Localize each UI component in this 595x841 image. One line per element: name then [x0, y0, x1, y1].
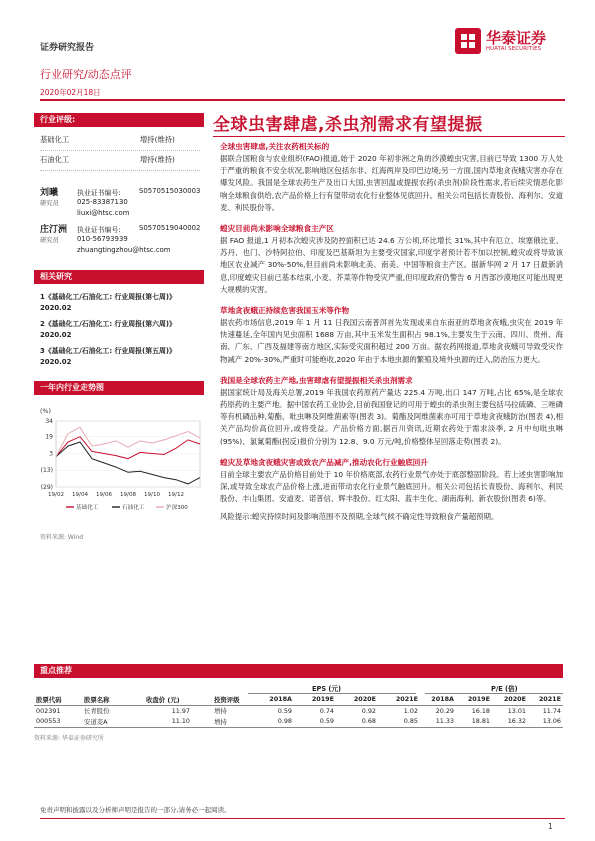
x-tick-label: 19/04 — [71, 492, 89, 498]
table-header-row — [34, 694, 563, 705]
analyst-role: 研究员 — [40, 237, 59, 244]
chart-source: 资料来源: Wind — [40, 534, 84, 541]
analyst-cert-label: 执业证书编号: — [77, 226, 121, 234]
analyst-name: 刘曦 — [40, 188, 59, 198]
related-item[interactable] — [40, 319, 210, 346]
x-tick-label: 19/06 — [95, 492, 113, 498]
pe-header: P/E (倍) — [491, 685, 518, 693]
title-divider — [213, 136, 565, 137]
x-tick-label: 19/12 — [167, 492, 185, 498]
related-item[interactable] — [40, 292, 210, 319]
stock-table — [34, 694, 563, 728]
invest-rating: 增持 — [214, 707, 227, 716]
close-price: 11.97 — [171, 706, 190, 715]
table-row — [34, 705, 563, 716]
table-header-cell: 股票名称 — [84, 695, 110, 704]
analyst-name: 庄汀洲 — [40, 225, 68, 235]
rating-value: 增持(维持) — [140, 135, 175, 144]
rating-value: 增持(维持) — [140, 155, 175, 164]
section-paragraph: 目前全球主要农产品价格目前处于 10 年价格底部,农药行业景气亦处于底部整固阶段。若上述虫害影响加深,或导致全球农产品价格上涨,进而带动农化行业景气触底回升。相关公司包括长青股份、海利尔、利民股份、丰山集团、安道麦、诺普信、辉丰股份、红太阳、蓝丰生化、湖南海利、新农股份(图表 6)等。 — [220, 469, 563, 504]
plot-frame — [56, 421, 200, 487]
table-row — [34, 716, 563, 727]
related-list — [40, 292, 210, 373]
y-tick-label: 19 — [45, 433, 53, 441]
related-heading: 相关研究 — [34, 270, 204, 284]
analyst-cert-label: 执业证书编号: — [77, 189, 121, 197]
analyst-cert: S0570519040002 — [139, 224, 201, 232]
table-header-cell: 2019E — [467, 695, 490, 704]
legend-label: 石油化工 — [122, 505, 145, 511]
eps-value: 0.59 — [277, 706, 292, 715]
series-line — [56, 442, 200, 484]
eps-value: 0.92 — [361, 706, 376, 715]
related-item[interactable] — [40, 346, 210, 373]
y-tick-label: 3 — [49, 450, 53, 458]
table-header-cell: 2018A — [269, 695, 292, 704]
table-header-cell: 2019E — [311, 695, 334, 704]
body-section — [220, 141, 563, 214]
related-item-date: 2020.02 — [40, 358, 72, 366]
related-item-title: 2《基础化工/石油化工: 行业周报(第六周)》 — [40, 320, 176, 328]
legend-label: 基础化工 — [76, 505, 99, 511]
pe-value: 11.33 — [435, 717, 454, 726]
section-paragraph: 据 FAO 报道,1 月初本次蝗灾涉及防控面积已达 24.6 万公顷,环比增长 31%,其中有厄立、埃塞俄比亚、苏丹、也门、沙特阿拉伯、印度及巴基斯坦为主要受灾国家,印度学者预计若不加以控制,蝗灾或将导致该地区农业减产 30%-50%,但目前尚未影响北美、南美、中国等粮食主产区。据新华网 2 月 17 日最新消息,印度蝗灾目前已基本结束,小麦、芥菜等作物受灾严重,但印度政府仍警告 6 月西部沙漠地区可能出现更大规模的灾害。 — [220, 236, 563, 294]
rating-sector: 基础化工 — [40, 135, 70, 144]
series-line — [56, 427, 200, 456]
pe-value: 16.32 — [507, 717, 526, 726]
y-tick-label: 34 — [45, 418, 53, 425]
y-tick-label: (29) — [40, 484, 53, 491]
table-header-cell: 2021E — [395, 695, 418, 704]
recommend-table — [34, 683, 563, 742]
brand-logo — [455, 22, 565, 62]
eps-value: 1.02 — [403, 706, 418, 715]
stock-code: 002391 — [36, 706, 61, 715]
body-section — [220, 375, 563, 448]
section-paragraph: 据农药市场信息,2019 年 1 月 11 日我国云南普洱首先发现或来自东南亚的草地贪夜蛾,虫灾在 2019 年快速蔓延,全年国内见虫面积 1688 万亩,其中玉米发生面积占 98.1%,主要发生于云南、四川、贵州、海南、广东、广西及福建等南方地区,实际受灾面积超过 200 万亩。据农药网报道,草地贪夜蛾可导致受灾作物减产 20%-30%,严重时可能绝收,2020 年由于本地虫源的繁殖及境外虫源的迁入,防治压力更大。 — [220, 318, 563, 364]
section-paragraph: 据联合国粮食与农业组织(FAO)报道,始于 2020 年初非洲之角的沙漠蝗虫灾害,目前已导致 1300 万人处于严重的粮食不安全状况,影响地区包括东非、红海两岸及印巴边境;另一方面,国内草地贪夜蛾灾害亦存在爆发风险。我国是全球农药生产及出口大国,虫害回温或提振农药(杀虫剂)阶段性需求,若后续灾情恶化影响全球粮食供给,农产品价格上行有望带动农化行业整体见底回升。相关公司包括长青股份、海利尔、安道麦、利民股份等。 — [220, 154, 563, 212]
close-price: 11.10 — [171, 717, 190, 726]
analyst-role: 研究员 — [40, 200, 59, 207]
report-title: 全球虫害肆虐,杀虫剂需求有望提振 — [213, 115, 483, 135]
section-heading: 全球虫害肆虐,关注农药相关标的 — [220, 142, 330, 151]
chart-unit-label: (%) — [40, 408, 51, 415]
category-label: 行业研究/动态点评 — [40, 68, 132, 81]
related-item-title: 3《基础化工/石油化工: 行业周报(第五周)》 — [40, 347, 176, 355]
pe-value: 13.06 — [542, 717, 561, 726]
section-heading: 我国是全球农药主产地,虫害肆虐有望提振相关杀虫剂需求 — [220, 375, 413, 385]
related-item-date: 2020.02 — [40, 331, 72, 339]
table-header-cell: 收盘价 (元) — [146, 695, 180, 704]
legend-label: 沪深300 — [166, 505, 188, 511]
table-header-cell: 2020E — [503, 695, 526, 704]
industry-trend-chart — [36, 415, 208, 527]
section-heading: 蝗灾目前尚未影响全球粮食主产区 — [220, 224, 334, 234]
section-heading: 蝗灾及草地贪夜蛾灾害或致农产品减产,推动农化行业触底回升 — [220, 457, 428, 467]
stock-name: 安道麦A — [84, 717, 108, 726]
invest-rating: 增持 — [214, 717, 227, 726]
analyst-card — [40, 221, 215, 257]
brand-name-en: HUATAI SECURITIES — [486, 46, 542, 52]
section-paragraph: 据国家统计局及海关总署,2019 年我国农药原药产量达 225.4 万吨,出口 147 万吨,占比 65%,是全球农药原药的主要产地。据中国农药工业协会,目前我国登记的可用于蝗虫的杀虫剂主要包括马拉硫磷、三唑磷等有机磷品种,菊酯、吡虫啉及阿维菌素等(图表 3)。菊酯及阿维菌素亦可用于草地贪夜蛾防治(图表 4),相关产品均价高位回升,或将受益。产品价格方面,据百川资讯,近期农药处于需求淡季, 2 月中旬吡虫啉(95%)、氯氰菊酯(拐反)报价分别为 12.8、9.0 万元/吨,价格整体呈回落走势(图表 2)。 — [220, 387, 563, 446]
footer-note: 免责声明和披露以及分析师声明是报告的一部分,请务必一起阅读。 — [40, 806, 231, 814]
analyst-email[interactable]: zhuangtingzhou@htsc.com — [77, 246, 171, 254]
analyst-cert: S0570515030003 — [139, 187, 201, 195]
eps-value: 0.85 — [403, 717, 418, 726]
rating-row — [40, 151, 200, 171]
table-header-cell: 2018A — [431, 695, 454, 704]
stock-code: 000553 — [36, 717, 61, 726]
section-heading: 草地贪夜蛾正持续危害我国玉米等作物 — [220, 306, 350, 316]
pe-value: 13.01 — [507, 706, 526, 715]
eps-value: 0.59 — [319, 717, 334, 726]
pe-value: 11.74 — [542, 706, 561, 715]
report-body — [220, 141, 563, 524]
related-item-date: 2020.02 — [40, 304, 72, 312]
chart-heading: 一年内行业走势图 — [34, 381, 204, 395]
report-type: 证券研究报告 — [40, 43, 95, 53]
stock-name: 长青股份 — [84, 707, 110, 716]
eps-header: EPS (元) — [312, 685, 342, 693]
page-number: 1 — [548, 822, 553, 831]
eps-value: 0.68 — [361, 717, 376, 726]
huatai-logo-icon — [455, 28, 481, 54]
body-section — [220, 305, 563, 366]
analyst-phone: 025-83387130 — [77, 198, 128, 206]
table-header-cell: 投资评级 — [214, 695, 240, 704]
analyst-card — [40, 184, 215, 218]
table-header-cell: 2021E — [538, 695, 561, 704]
footer-line — [40, 818, 565, 819]
body-section — [220, 223, 563, 296]
header-divider — [40, 99, 565, 101]
eps-value: 0.74 — [319, 706, 334, 715]
pe-value: 18.81 — [471, 717, 490, 726]
related-item-title: 1《基础化工/石油化工: 行业周报(第七周)》 — [40, 293, 176, 301]
analyst-phone: 010-56793939 — [77, 235, 128, 243]
analyst-email[interactable]: liuxi@htsc.com — [77, 209, 130, 217]
brand-name-cn: 华泰证券 — [486, 29, 547, 47]
x-tick-label: 19/08 — [119, 492, 137, 498]
rating-table — [40, 131, 200, 171]
report-date: 2020年02月18日 — [40, 88, 101, 97]
pe-value: 16.18 — [471, 706, 490, 715]
eps-value: 0.98 — [277, 717, 292, 726]
recommend-heading: 重点推荐 — [34, 664, 563, 678]
rating-sector: 石油化工 — [40, 155, 70, 164]
pe-value: 20.29 — [435, 706, 454, 715]
rating-heading: 行业评级: — [34, 113, 204, 127]
rating-row — [40, 131, 200, 151]
table-header-cell: 股票代码 — [36, 695, 62, 704]
risk-warning: 风险提示:蝗灾持续时间及影响范围不及预期,全球气候不确定性导致粮食产量超预期。 — [220, 512, 499, 522]
table-source: 资料来源: 华泰证券研究所 — [34, 734, 104, 742]
x-tick-label: 19/02 — [47, 492, 65, 498]
y-tick-label: (13) — [40, 467, 53, 475]
body-section — [220, 457, 563, 524]
x-tick-label: 19/10 — [143, 492, 161, 498]
table-header-cell: 2020E — [353, 695, 376, 704]
